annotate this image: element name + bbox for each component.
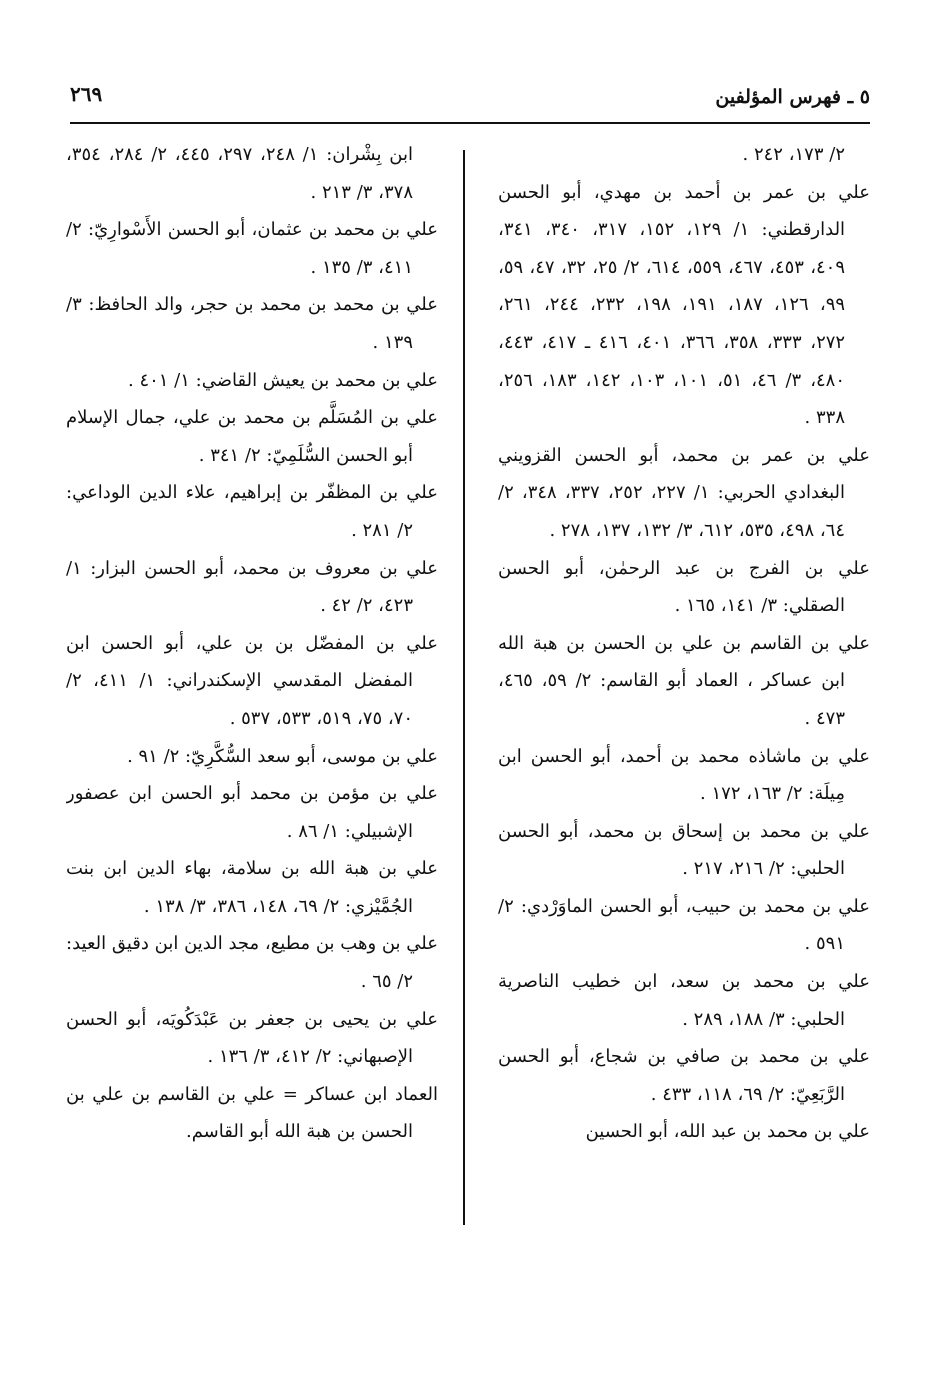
index-entry: علي بن محمد بن سعد، ابن خطيب الناصرية الحلبي: ٣/ ١٨٨، ٢٨٩ . bbox=[498, 971, 870, 1030]
index-entry: علي بن المظفّر بن إبراهيم، علاء الدين الوداعي: ٢/ ٢٨١ . bbox=[66, 482, 438, 541]
index-entry: علي بن مؤمن بن محمد أبو الحسن ابن عصفور الإشبيلي: ١/ ٨٦ . bbox=[66, 783, 438, 842]
running-title: ٥ ـ فهرس المؤلفين bbox=[715, 86, 870, 108]
index-entry: العماد ابن عساكر = علي بن القاسم بن علي بن الحسن بن هبة الله أبو القاسم. bbox=[66, 1083, 438, 1143]
column-divider bbox=[463, 150, 465, 1225]
index-entry: علي بن الفرج بن عبد الرحمٰن، أبو الحسن الصقلي: ٣/ ١٤١، ١٦٥ . bbox=[498, 557, 870, 617]
page-header bbox=[70, 78, 870, 118]
index-entry: علي بن المُسَلَّم بن محمد بن علي، جمال الإسلام أبو الحسن السُّلَمِيّ: ٢/ ٣٤١ . bbox=[66, 407, 438, 466]
index-entry: علي بن محمد بن عثمان، أبو الحسن الأَسْوارِيّ: ٢/ ٤١١، ٣/ ١٣٥ . bbox=[66, 219, 438, 278]
index-entry: علي بن عمر بن محمد، أبو الحسن القزويني البغدادي الحربي: ١/ ٢٢٧، ٢٥٢، ٣٣٧، ٣٤٨، ٢/ ٦٤، ٤٩٨، ٥٣٥، ٦١٢، ٣/ ١٣٢، ١٣٧، ٢٧٨ . bbox=[498, 444, 870, 541]
index-entry: علي بن القاسم بن علي بن الحسن بن هبة الله ابن عساكر ، العماد أبو القاسم: ٢/ ٥٩، ٤٦٥، ٤٧٣ . bbox=[498, 632, 870, 729]
index-entry: علي بن عمر بن أحمد بن مهدي، أبو الحسن الدارقطني: ١/ ١٢٩، ١٥٢، ٣١٧، ٣٤٠، ٣٤١، ٤٠٩، ٤٥٣، ٤٦٧، ٥٥٩، ٦١٤، ٢/ ٢٥، ٣٢، ٤٧، ٥٩، ٩٩، ١٢٦، ١٨٧، ١٩١، ١٩٨، ٢٣٢، ٢٤٤، ٢٦١، ٢٧٢، ٣٣٣، ٣٥٨، ٣٦٦، ٤٠١، ٤١٦ ـ ٤١٧، ٤٤٣، ٤٨٠، ٣/ ٤٦، ٥١، ١٠١، ١٠٣، ١٤٢، ١٨٣، ٢٥٦، ٣٣٨ . bbox=[498, 181, 870, 429]
index-entry: علي بن وهب بن مطيع، مجد الدين ابن دقيق العيد: ٢/ ٦٥ . bbox=[66, 933, 438, 993]
index-entry: علي بن محمد بن إسحاق بن محمد، أبو الحسن الحلبي: ٢/ ٢١٦، ٢١٧ . bbox=[498, 820, 870, 880]
index-entry: ٢/ ١٧٣، ٢٤٢ . bbox=[742, 144, 845, 165]
index-entry: علي بن ماشاذه محمد بن أحمد، أبو الحسن ابن مِيلَة: ٢/ ١٦٣، ١٧٢ . bbox=[498, 745, 870, 805]
index-entry: ابن بِشْران: ١/ ٢٤٨، ٢٩٧، ٤٤٥، ٢/ ٢٨٤، ٣٥٤، ٣٧٨، ٣/ ٢١٣ . bbox=[66, 144, 414, 203]
index-entry: علي بن محمد بن عبد الله، أبو الحسين bbox=[585, 1121, 870, 1143]
index-entry: علي بن محمد بن صافي بن شجاع، أبو الحسن الرَّبَعِيّ: ٢/ ٦٩، ١١٨، ٤٣٣ . bbox=[498, 1046, 870, 1105]
index-entry: علي بن هبة الله بن سلامة، بهاء الدين ابن بنت الجُمَّيْزي: ٢/ ٦٩، ١٤٨، ٣٨٦، ٣/ ١٣٨ . bbox=[66, 858, 438, 917]
index-column-left bbox=[66, 136, 438, 1246]
index-entry: علي بن محمد بن محمد بن حجر، والد الحافظ: ٣/ ١٣٩ . bbox=[66, 294, 438, 353]
page-number: ٢٦٩ bbox=[70, 82, 103, 106]
index-entry: علي بن محمد بن يعيش القاضي: ١/ ٤٠١ . bbox=[127, 369, 438, 391]
index-column-right bbox=[498, 136, 870, 1246]
index-entry: علي بن موسى، أبو سعد السُّكَّرِيّ: ٢/ ٩١ . bbox=[127, 745, 438, 767]
index-entry: علي بن معروف بن محمد، أبو الحسن البزار: ١/ ٤٢٣، ٢/ ٤٢ . bbox=[66, 557, 438, 617]
header-rule bbox=[70, 122, 870, 124]
index-entry: علي بن المفضّل بن بن علي، أبو الحسن ابن المفضل المقدسي الإسكندراني: ١/ ٤١١، ٢/ ٧٠، ٧٥، ٥١٩، ٥٣٣، ٥٣٧ . bbox=[66, 632, 438, 729]
index-entry: علي بن محمد بن حبيب، أبو الحسن الماوَرْدي: ٢/ ٥٩١ . bbox=[498, 895, 870, 955]
index-entry: علي بن يحيى بن جعفر بن عَبْدَكُويَه، أبو الحسن الإصبهاني: ٢/ ٤١٢، ٣/ ١٣٦ . bbox=[66, 1008, 438, 1068]
